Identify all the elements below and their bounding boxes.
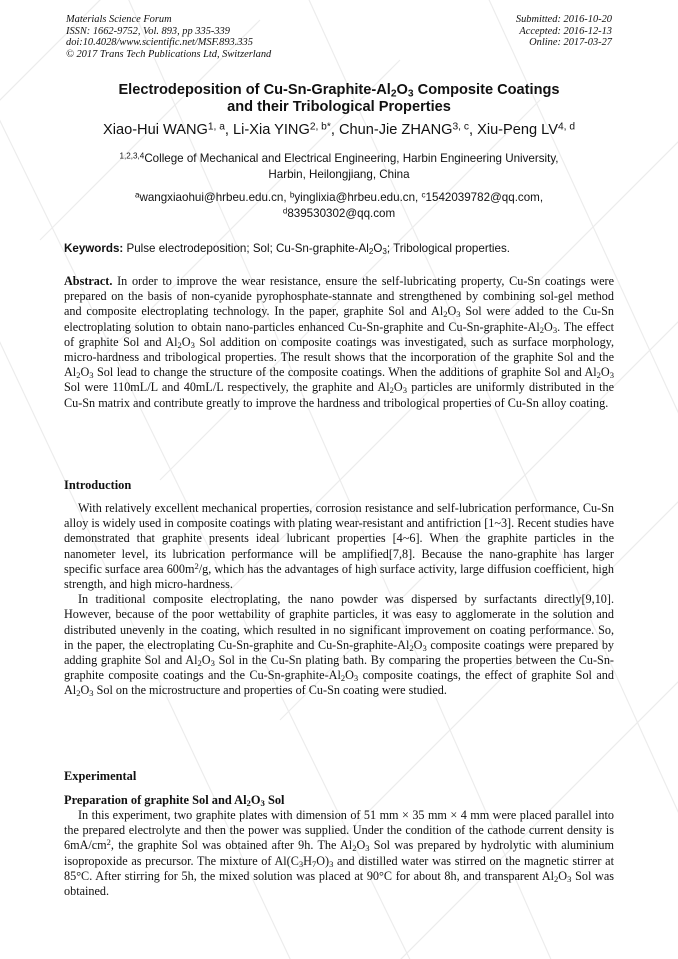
subheading-text: Preparation of graphite Sol and Al (64, 793, 247, 807)
keywords-label: Keywords: (64, 242, 124, 255)
exp-text: O) (316, 853, 330, 868)
exp-text: O (558, 868, 568, 883)
email-link[interactable]: wangxiaohui@hrbeu.edu.cn, (139, 191, 290, 204)
sub: 2 (76, 370, 81, 381)
introduction-section (64, 501, 614, 699)
title-line-1 (80, 82, 598, 99)
abstract-text: In order to improve the wear resistance, ensure the self-lubricating property, Cu-Sn coatings were prepared on the basis of non-cyanide pyrophosphate-stannate and strengthened by combining sol-gel method and composite electroplating technology. In the paper, graphite Sol and Al (64, 274, 614, 319)
affiliation-line-1: College of Mechanical and Electrical Engineering, Harbin Engineering University, (144, 152, 559, 165)
abstract-text: Sol addition on composite coatings was investigated, such as surface morphology, micro-hardness and tribological properties. The result shows that the incorporation of the graphite Sol and the Al (64, 334, 615, 380)
sub: 3 (567, 873, 572, 884)
email-sup: b (289, 190, 295, 200)
intro-text: /g, which has the advantages of high surface activity, large diffusion coefficient, high strength, and high micro-hardness. (64, 561, 614, 592)
title-sub: 3 (407, 88, 414, 100)
subheading-text: Sol (264, 793, 285, 807)
sub: 2 (409, 642, 414, 653)
keywords-sub: 2 (368, 247, 374, 257)
sub: 3 (298, 858, 304, 869)
sub: 3 (89, 370, 94, 381)
keywords-text: ; Tribological properties. (386, 242, 510, 255)
sub: 2 (76, 688, 81, 699)
copyright: © 2017 Trans Tech Publications Ltd, Switzerland (66, 48, 272, 60)
abstract-text: . The effect of graphite Sol and Al (64, 319, 614, 349)
keywords-sub: 3 (382, 247, 387, 257)
title-text: Composite Coatings (413, 82, 560, 98)
intro-text: Sol on the microstructure and properties of Cu-Sn coating were studied. (93, 683, 447, 698)
paper-title (80, 82, 598, 116)
intro-text: composite coatings were prepared by adding graphite Sol and Al (64, 637, 615, 668)
sub: 2 (554, 873, 559, 884)
abstract-section (64, 274, 614, 411)
abstract-text: Sol were 110mL/L and 40mL/L respectively, the graphite and Al (64, 380, 390, 395)
email-list (80, 190, 598, 222)
sub: 2 (352, 843, 357, 854)
abstract-text: O (544, 319, 553, 334)
exp-text: and distilled water was stirred on the magnetic stirrer at 85°C. After stirring for 5h, the mixed solution was placed at 90°C for about 8h, and transparent Al (64, 853, 614, 883)
intro-text: O (345, 668, 354, 683)
sub: 3 (89, 688, 94, 699)
journal-doi[interactable]: doi:10.4028/www.scientific.net/MSF.893.335 (66, 37, 253, 49)
author-list (40, 122, 638, 139)
sub: 7 (311, 858, 317, 869)
sub: 3 (260, 798, 265, 809)
sub: 3 (456, 309, 461, 320)
keywords-text: Pulse electrodeposition; Sol; Cu-Sn-graphite-Al (123, 242, 369, 255)
sub: 3 (552, 324, 558, 335)
author-sup: 3, c (452, 121, 469, 133)
title-sub: 2 (390, 88, 397, 100)
abstract-text: Sol were added to the Cu-Sn electroplating solution to obtain nano-particles enhanced Cu-Sn-graphite and Cu-Sn-graphite-Al (64, 304, 614, 334)
intro-text: With relatively excellent mechanical properties, corrosion resistance and self-lubrication performance, Cu-Sn alloy is widely used in composite coatings with plating wear-resistant and antifriction [1~3]. Recent studies have demonstrated that graphite presents ideal lubricant properties [4~6]. When the graphite particles in the nanometer level, its lubrication performance will be amplified[7,8]. Because the nano-graphite has larger specific surface area 600m (64, 501, 614, 576)
abstract-text: particles are uniformly distributed in the Cu-Sn matrix and contribute greatly to improve the hardness and tribological properties of Cu-Sn alloy coating. (64, 380, 614, 410)
online-date: Online: 2017-03-27 (529, 37, 612, 49)
intro-text: Sol in the Cu-Sn plating bath. By comparing the properties between the Cu-Sn-graphite composite coatings and the Cu-Sn-graphite-Al (64, 653, 614, 683)
sub: 3 (353, 673, 359, 684)
email-link[interactable]: yinglixia@hrbeu.edu.cn, (294, 191, 422, 204)
sub: 2 (389, 385, 394, 396)
sub: 2 (539, 324, 545, 335)
experimental-section (64, 808, 614, 899)
intro-text: O (201, 653, 211, 668)
exp-text: Sol was obtained. (64, 868, 614, 899)
accepted-date: Accepted: 2016-12-13 (519, 25, 612, 37)
email-link[interactable]: 839530302@qq.com (287, 207, 396, 220)
header-journal-info (66, 14, 271, 60)
sub: 3 (402, 385, 407, 396)
email-sup: a (134, 190, 140, 200)
abstract-text: O (181, 334, 191, 349)
author-name: Xiao-Hui WANG (102, 122, 208, 138)
sub: 2 (177, 339, 182, 350)
submitted-date: Submitted: 2016-10-20 (515, 14, 612, 25)
email-sup: c (421, 190, 426, 200)
title-line-2: and their Tribological Properties (227, 99, 451, 115)
author-sup: 2, b* (309, 121, 331, 133)
exp-text: , the graphite Sol was obtained after 9h. The Al (110, 838, 353, 853)
intro-text: O (413, 637, 423, 652)
title-text: O (396, 82, 408, 98)
experimental-paragraph (64, 808, 614, 899)
exp-text: In this experiment, two graphite plates with dimension of 51 mm × 35 mm × 4 mm were placed parallel into the prepared electrolyte and then the power was supplied. Under the condition of the cathode current density is 6mA/cm (64, 808, 614, 853)
introduction-heading: Introduction (64, 478, 132, 492)
abstract-paragraph (64, 274, 614, 411)
sub: 3 (609, 370, 614, 381)
page-header (66, 14, 612, 66)
exp-text: O (356, 838, 366, 853)
keywords (64, 241, 614, 257)
abstract-text: O (600, 365, 610, 380)
exp-text: H (303, 853, 312, 868)
abstract-label: Abstract. (64, 274, 113, 288)
sub: 3 (190, 339, 195, 350)
author-sup: 1, a (207, 121, 225, 133)
experimental-subheading (64, 793, 284, 808)
keywords-text: O (373, 242, 383, 255)
abstract-text: O (447, 304, 457, 319)
sub: 3 (422, 642, 427, 653)
abstract-text: O (393, 380, 403, 395)
header-dates (516, 14, 612, 49)
author-name: , Li-Xia YING (224, 122, 310, 138)
author-name: , Xiu-Peng LV (468, 122, 558, 138)
intro-text: composite coatings, the effect of graphite Sol and Al (64, 668, 614, 698)
author-name: , Chun-Jie ZHANG (330, 122, 453, 138)
affiliation-line-2: Harbin, Heilongjiang, China (268, 168, 410, 181)
intro-text: O (80, 683, 90, 698)
journal-issn: ISSN: 1662-9752, Vol. 893, pp 335-339 (66, 25, 230, 37)
sub: 3 (329, 858, 334, 869)
sub: 2 (443, 309, 448, 320)
sub: 2 (596, 370, 601, 381)
sub: 2 (340, 673, 346, 684)
affiliation (80, 151, 598, 183)
subheading-text: O (250, 793, 261, 807)
experimental-heading: Experimental (64, 769, 137, 783)
exp-text: Sol was prepared by hydrolytic with aluminium isopropoxide as precursor. The mixture of Al(C (64, 838, 615, 868)
sub: 3 (365, 843, 370, 854)
email-sup: d (282, 206, 288, 216)
abstract-text: Sol lead to change the structure of the composite coatings. When the additions of graphite Sol and Al (93, 365, 597, 380)
sup: 2 (106, 837, 111, 848)
journal-name: Materials Science Forum (66, 14, 172, 25)
introduction-paragraph-1 (64, 501, 614, 592)
abstract-text: O (80, 365, 90, 380)
sub: 2 (246, 798, 251, 809)
sub: 2 (197, 658, 202, 669)
intro-text: In traditional composite electroplating, the nano powder was dispersed by surfactants directly[9,10]. However, because of the poor wettability of graphite particles, it was easy to agglomerate in the solution and distributed unevenly in the coating, which resulted in no significant improvement on coating performance. So, in the paper, the electroplating Cu-Sn-graphite and Cu-Sn-graphite-Al (64, 592, 614, 652)
author-sup: 4, d (557, 121, 575, 133)
introduction-paragraph-2 (64, 592, 614, 698)
sup: 2 (194, 560, 199, 571)
affiliation-sup: 1,2,3,4 (119, 151, 145, 161)
title-text: Electrodeposition of Cu-Sn-Graphite-Al (118, 82, 391, 98)
email-link[interactable]: 1542039782@qq.com, (425, 191, 544, 204)
sub: 3 (210, 658, 215, 669)
